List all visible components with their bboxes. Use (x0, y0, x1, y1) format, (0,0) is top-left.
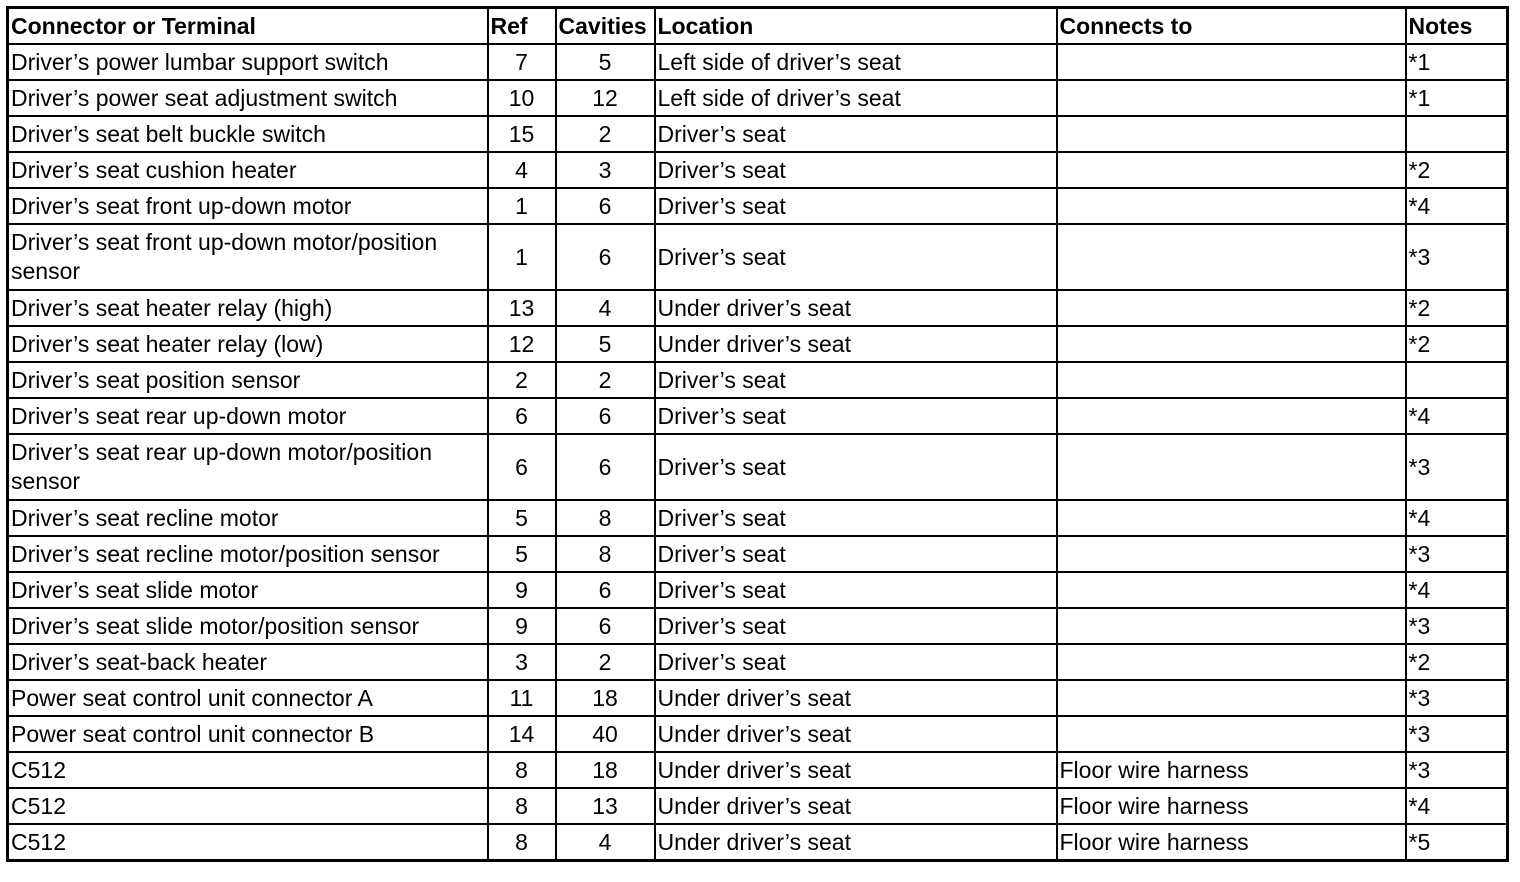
cell-cavities: 18 (556, 752, 655, 788)
cell-connector: Driver’s seat cushion heater (8, 152, 488, 188)
cell-notes: *3 (1406, 680, 1508, 716)
cell-cavities: 40 (556, 716, 655, 752)
cell-ref: 2 (488, 362, 556, 398)
cell-location: Under driver’s seat (655, 824, 1057, 861)
cell-notes: *3 (1406, 434, 1508, 500)
header-notes: Notes (1406, 8, 1508, 45)
cell-connects-to (1057, 44, 1406, 80)
cell-notes (1406, 362, 1508, 398)
cell-ref: 5 (488, 500, 556, 536)
cell-location: Driver’s seat (655, 644, 1057, 680)
cell-connects-to (1057, 680, 1406, 716)
cell-cavities: 3 (556, 152, 655, 188)
cell-location: Driver’s seat (655, 362, 1057, 398)
cell-connector: Driver’s seat front up-down motor (8, 188, 488, 224)
cell-cavities: 8 (556, 500, 655, 536)
cell-location: Under driver’s seat (655, 326, 1057, 362)
connector-table (6, 6, 1509, 862)
table-row (8, 398, 1508, 434)
cell-connector: C512 (8, 752, 488, 788)
header-location: Location (655, 8, 1057, 45)
table-row (8, 152, 1508, 188)
cell-notes: *2 (1406, 152, 1508, 188)
cell-location: Driver’s seat (655, 608, 1057, 644)
cell-location: Left side of driver’s seat (655, 80, 1057, 116)
cell-notes: *5 (1406, 824, 1508, 861)
cell-ref: 5 (488, 536, 556, 572)
cell-notes: *4 (1406, 500, 1508, 536)
cell-location: Driver’s seat (655, 572, 1057, 608)
cell-location: Under driver’s seat (655, 716, 1057, 752)
cell-location: Driver’s seat (655, 398, 1057, 434)
cell-cavities: 4 (556, 290, 655, 326)
cell-cavities: 2 (556, 362, 655, 398)
cell-connector: Driver’s seat heater relay (low) (8, 326, 488, 362)
cell-ref: 12 (488, 326, 556, 362)
cell-cavities: 6 (556, 608, 655, 644)
table-row (8, 680, 1508, 716)
cell-ref: 8 (488, 752, 556, 788)
cell-notes: *1 (1406, 80, 1508, 116)
table-row (8, 44, 1508, 80)
cell-ref: 9 (488, 608, 556, 644)
cell-location: Under driver’s seat (655, 290, 1057, 326)
cell-location: Driver’s seat (655, 434, 1057, 500)
cell-location: Driver’s seat (655, 224, 1057, 290)
table-row (8, 608, 1508, 644)
cell-notes (1406, 116, 1508, 152)
cell-cavities: 6 (556, 572, 655, 608)
cell-ref: 14 (488, 716, 556, 752)
cell-connector: Driver’s power lumbar support switch (8, 44, 488, 80)
cell-connector: Driver’s seat-back heater (8, 644, 488, 680)
cell-notes: *3 (1406, 752, 1508, 788)
cell-connector: Driver’s seat belt buckle switch (8, 116, 488, 152)
cell-connector: Driver’s seat recline motor (8, 500, 488, 536)
cell-ref: 6 (488, 398, 556, 434)
table-row (8, 326, 1508, 362)
cell-connector: Power seat control unit connector B (8, 716, 488, 752)
cell-ref: 15 (488, 116, 556, 152)
cell-location: Driver’s seat (655, 500, 1057, 536)
cell-connects-to (1057, 362, 1406, 398)
cell-connects-to (1057, 326, 1406, 362)
cell-location: Driver’s seat (655, 116, 1057, 152)
cell-notes: *4 (1406, 788, 1508, 824)
cell-notes: *3 (1406, 716, 1508, 752)
header-cavities: Cavities (556, 8, 655, 45)
table-row (8, 434, 1508, 500)
cell-connector: Driver’s seat position sensor (8, 362, 488, 398)
cell-connects-to: Floor wire harness (1057, 824, 1406, 861)
cell-cavities: 2 (556, 644, 655, 680)
cell-connects-to (1057, 536, 1406, 572)
cell-ref: 3 (488, 644, 556, 680)
cell-notes: *3 (1406, 536, 1508, 572)
cell-connects-to (1057, 500, 1406, 536)
cell-connects-to: Floor wire harness (1057, 788, 1406, 824)
cell-cavities: 5 (556, 44, 655, 80)
cell-location: Under driver’s seat (655, 680, 1057, 716)
cell-connects-to (1057, 224, 1406, 290)
table-row (8, 362, 1508, 398)
cell-cavities: 13 (556, 788, 655, 824)
table-row (8, 788, 1508, 824)
cell-connector: Driver’s seat front up-down motor/position sensor (8, 224, 488, 290)
cell-connects-to (1057, 572, 1406, 608)
cell-notes: *4 (1406, 398, 1508, 434)
table-header-row (8, 8, 1508, 45)
cell-ref: 8 (488, 788, 556, 824)
cell-connector: C512 (8, 788, 488, 824)
cell-connector: Driver’s seat rear up-down motor (8, 398, 488, 434)
cell-cavities: 6 (556, 398, 655, 434)
cell-cavities: 5 (556, 326, 655, 362)
table-row (8, 572, 1508, 608)
table-row (8, 752, 1508, 788)
cell-connector: Power seat control unit connector A (8, 680, 488, 716)
cell-notes: *4 (1406, 572, 1508, 608)
cell-notes: *3 (1406, 608, 1508, 644)
cell-location: Under driver’s seat (655, 752, 1057, 788)
cell-cavities: 2 (556, 116, 655, 152)
cell-location: Under driver’s seat (655, 788, 1057, 824)
cell-connects-to (1057, 116, 1406, 152)
cell-notes: *3 (1406, 224, 1508, 290)
cell-notes: *2 (1406, 326, 1508, 362)
cell-connects-to (1057, 80, 1406, 116)
cell-cavities: 4 (556, 824, 655, 861)
cell-connector: Driver’s seat slide motor/position sensor (8, 608, 488, 644)
cell-ref: 1 (488, 188, 556, 224)
table-row (8, 644, 1508, 680)
cell-connector: Driver’s seat recline motor/position sensor (8, 536, 488, 572)
table-row (8, 824, 1508, 861)
table-body (8, 44, 1508, 861)
cell-cavities: 6 (556, 188, 655, 224)
cell-connector: Driver’s power seat adjustment switch (8, 80, 488, 116)
cell-cavities: 18 (556, 680, 655, 716)
cell-connector: Driver’s seat slide motor (8, 572, 488, 608)
table-row (8, 116, 1508, 152)
cell-ref: 10 (488, 80, 556, 116)
cell-cavities: 6 (556, 434, 655, 500)
cell-connector: Driver’s seat heater relay (high) (8, 290, 488, 326)
table-row (8, 290, 1508, 326)
cell-cavities: 8 (556, 536, 655, 572)
cell-connects-to (1057, 644, 1406, 680)
table-row (8, 500, 1508, 536)
cell-cavities: 6 (556, 224, 655, 290)
cell-connects-to (1057, 716, 1406, 752)
cell-location: Driver’s seat (655, 536, 1057, 572)
table-row (8, 188, 1508, 224)
cell-location: Left side of driver’s seat (655, 44, 1057, 80)
cell-connects-to (1057, 608, 1406, 644)
cell-ref: 6 (488, 434, 556, 500)
table-row (8, 716, 1508, 752)
cell-notes: *1 (1406, 44, 1508, 80)
cell-ref: 11 (488, 680, 556, 716)
cell-connector: C512 (8, 824, 488, 861)
cell-notes: *2 (1406, 644, 1508, 680)
header-connects-to: Connects to (1057, 8, 1406, 45)
cell-location: Driver’s seat (655, 152, 1057, 188)
cell-ref: 1 (488, 224, 556, 290)
cell-cavities: 12 (556, 80, 655, 116)
cell-connects-to (1057, 188, 1406, 224)
cell-ref: 13 (488, 290, 556, 326)
table-row (8, 224, 1508, 290)
cell-location: Driver’s seat (655, 188, 1057, 224)
cell-ref: 4 (488, 152, 556, 188)
table-row (8, 536, 1508, 572)
cell-notes: *4 (1406, 188, 1508, 224)
cell-connects-to: Floor wire harness (1057, 752, 1406, 788)
cell-notes: *2 (1406, 290, 1508, 326)
header-connector: Connector or Terminal (8, 8, 488, 45)
cell-ref: 8 (488, 824, 556, 861)
cell-ref: 9 (488, 572, 556, 608)
cell-connector: Driver’s seat rear up-down motor/position sensor (8, 434, 488, 500)
cell-connects-to (1057, 434, 1406, 500)
table-row (8, 80, 1508, 116)
connector-table-sheet (6, 6, 1506, 862)
cell-connects-to (1057, 152, 1406, 188)
header-ref: Ref (488, 8, 556, 45)
cell-connects-to (1057, 398, 1406, 434)
cell-connects-to (1057, 290, 1406, 326)
cell-ref: 7 (488, 44, 556, 80)
